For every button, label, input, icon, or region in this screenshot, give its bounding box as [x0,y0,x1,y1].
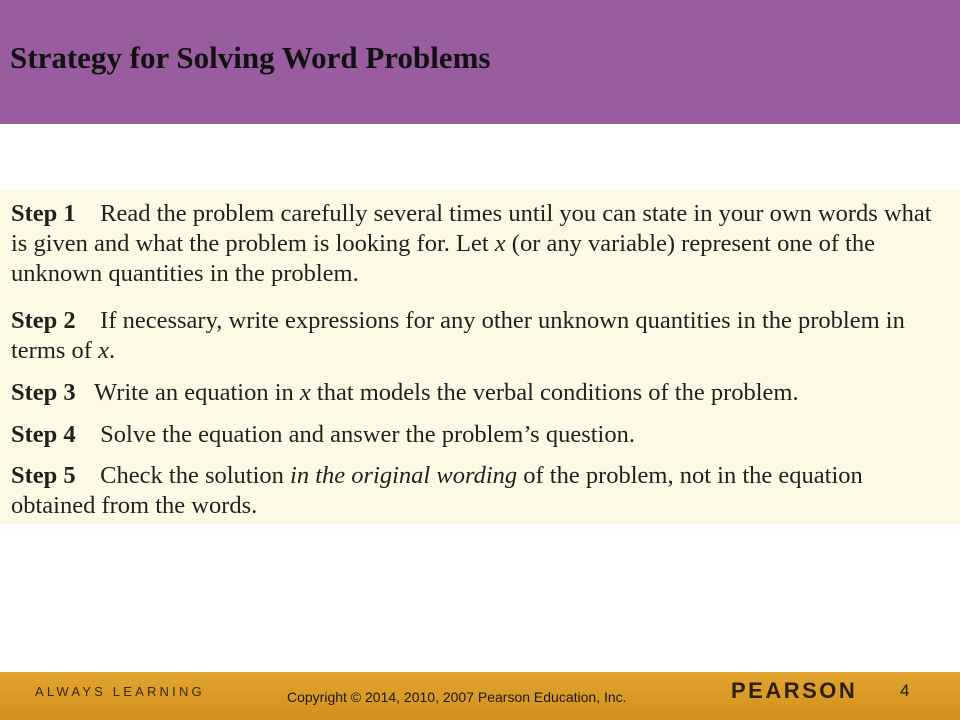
step-text: that models the verbal conditions of the problem. [310,379,799,406]
step-text: . [108,337,116,364]
pearson-logo: PEARSON [731,678,858,703]
step-text: Check the solution [100,462,291,489]
step-text: Solve the equation and answer the problem’s question. [100,421,635,448]
step-label: Step 4 [11,421,76,448]
slide-title: Strategy for Solving Word Problems [10,40,491,75]
step-text: Read the problem carefully several times until you can state in your own words what is given and what the problem is looking for. Let [11,200,932,257]
step-1 [11,199,951,289]
variable-x: x [299,379,311,406]
emphasis-text: in the original wording [290,462,518,489]
step-text: If necessary, write expressions for any other unknown quantities in the problem in terms of [11,307,905,364]
step-text: of the problem, not in the equation obtained from the words. [11,462,863,519]
footer-tagline: ALWAYS LEARNING [35,684,205,699]
step-4 [11,420,951,450]
step-label: Step 5 [11,462,76,489]
step-5 [11,461,951,521]
step-label: Step 1 [11,200,76,227]
step-text: Write an equation in [94,379,300,406]
step-label: Step 2 [11,307,76,334]
title-bar [0,0,960,124]
step-text: (or any variable) represent one of the unknown quantities in the problem. [11,230,876,287]
step-label: Step 3 [11,379,76,406]
step-3 [11,378,951,408]
page-number: 4 [900,681,910,700]
step-2 [11,306,951,366]
variable-x: x [494,230,506,257]
copyright-text: Copyright © 2014, 2010, 2007 Pearson Education, Inc. [287,689,627,705]
variable-x: x [98,337,109,364]
